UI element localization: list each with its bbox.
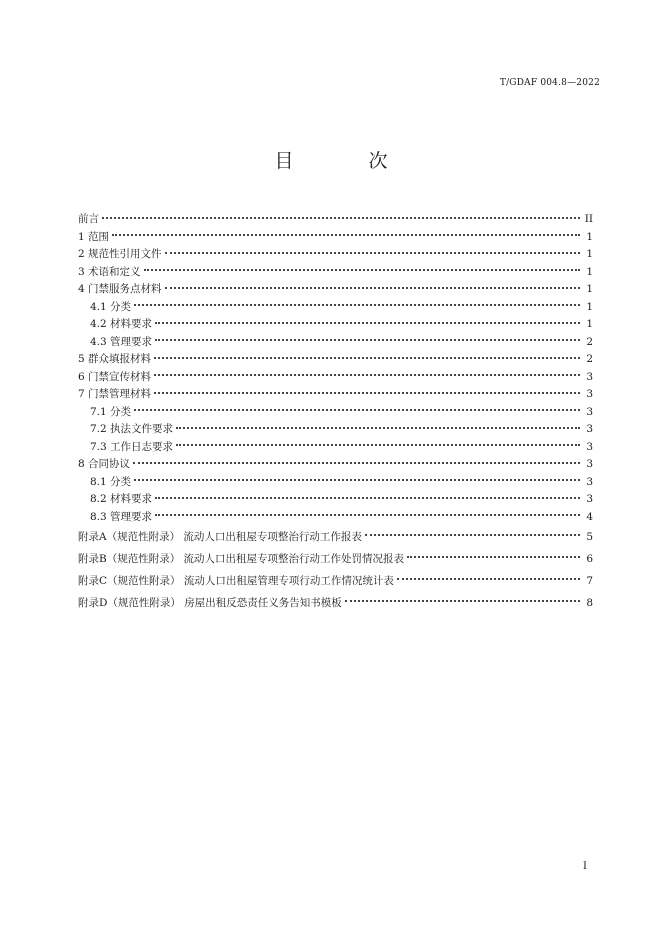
toc-entry-label: 1 范围 <box>78 230 110 243</box>
toc-entry-label: 7.2 执法文件要求 <box>90 423 174 435</box>
toc-entry-label: 4.1 分类 <box>90 300 132 313</box>
toc-entry-label: 附录A（规范性附录） 流动人口出租屋专项整治行动工作报表 <box>78 531 362 543</box>
toc-entry-label: 4 门禁服务点材料 <box>78 283 162 295</box>
toc-entry-label: 附录D（规范性附录） 房屋出租反恐责任义务告知书模板 <box>78 597 342 609</box>
dot-leader <box>154 392 580 394</box>
toc-entry-appendix-a[interactable] <box>78 526 593 548</box>
toc-entry-page: 1 <box>586 230 593 243</box>
dot-leader <box>365 534 580 536</box>
toc-entry-5[interactable] <box>78 351 593 369</box>
toc-entry-4-3[interactable] <box>78 334 593 352</box>
toc-entry-page: 1 <box>586 283 593 295</box>
toc-entry-8-1[interactable] <box>78 474 593 492</box>
dot-leader <box>176 444 580 446</box>
toc-entry-page: 5 <box>586 531 593 543</box>
page-number: I <box>583 861 587 872</box>
toc-entry-appendix-c[interactable] <box>78 570 593 592</box>
dot-leader <box>176 427 580 429</box>
toc-entry-label: 7.1 分类 <box>90 405 132 418</box>
toc-entry-page: 2 <box>586 335 593 348</box>
toc-entry-4[interactable] <box>78 281 593 299</box>
toc-entry-label: 前言 <box>78 213 99 225</box>
toc-entry-page: 3 <box>586 388 593 400</box>
toc-entry-label: 5 群众填报材料 <box>78 353 152 365</box>
dot-leader <box>144 269 580 271</box>
toc-entry-page: 3 <box>586 475 593 488</box>
toc-entry-label: 8.1 分类 <box>90 475 132 488</box>
toc-entry-foreword[interactable] <box>78 211 593 229</box>
dot-leader <box>154 374 580 376</box>
toc-entry-2[interactable] <box>78 246 593 264</box>
toc-entry-appendix-d[interactable] <box>78 592 593 614</box>
toc-entry-4-2[interactable] <box>78 316 593 334</box>
toc-entry-8[interactable] <box>78 456 593 474</box>
dot-leader <box>133 462 580 464</box>
dot-leader <box>134 479 580 481</box>
dot-leader <box>102 217 580 219</box>
toc-entry-page: 8 <box>586 597 593 609</box>
dot-leader <box>112 234 580 236</box>
dot-leader <box>155 339 580 341</box>
toc-entry-page: 2 <box>586 353 593 365</box>
dot-leader <box>165 252 580 254</box>
toc-entry-label: 3 术语和定义 <box>78 265 141 278</box>
toc-entry-page: 1 <box>586 300 593 313</box>
toc-entry-page: 3 <box>586 405 593 418</box>
toc-entry-page: 1 <box>586 265 593 278</box>
dot-leader <box>165 287 580 289</box>
toc-entry-page: 7 <box>586 575 593 587</box>
toc-entry-appendix-b[interactable] <box>78 548 593 570</box>
table-of-contents <box>78 211 593 614</box>
dot-leader <box>407 556 580 558</box>
page-title: 目 次 <box>274 150 416 172</box>
toc-entry-label: 8.2 材料要求 <box>90 493 153 505</box>
dot-leader <box>154 357 580 359</box>
toc-entry-7-2[interactable] <box>78 421 593 439</box>
toc-entry-page: 1 <box>586 248 593 260</box>
dot-leader <box>397 578 580 580</box>
toc-entry-page: II <box>584 213 593 225</box>
toc-entry-7[interactable] <box>78 386 593 404</box>
toc-entry-page: 3 <box>586 458 593 470</box>
toc-entry-page: 3 <box>586 370 593 383</box>
toc-entry-label: 6 门禁宣传材料 <box>78 370 152 383</box>
dot-leader <box>134 304 580 306</box>
toc-entry-label: 2 规范性引用文件 <box>78 248 162 260</box>
dot-leader <box>155 322 580 324</box>
toc-entry-page: 3 <box>586 493 593 505</box>
dot-leader <box>155 514 580 516</box>
toc-entry-label: 4.3 管理要求 <box>90 335 153 348</box>
toc-entry-8-3[interactable] <box>78 509 593 527</box>
toc-entry-4-1[interactable] <box>78 299 593 317</box>
dot-leader <box>345 600 580 602</box>
toc-entry-label: 附录C（规范性附录） 流动人口出租屋管理专项行动工作情况统计表 <box>78 575 394 587</box>
toc-entry-label: 7.3 工作日志要求 <box>90 440 174 453</box>
toc-entry-page: 6 <box>586 553 593 565</box>
toc-entry-7-3[interactable] <box>78 439 593 457</box>
toc-entry-label: 附录B（规范性附录） 流动人口出租屋专项整治行动工作处罚情况报表 <box>78 553 405 565</box>
toc-entry-7-1[interactable] <box>78 404 593 422</box>
toc-entry-label: 8 合同协议 <box>78 458 131 470</box>
dot-leader <box>134 409 580 411</box>
dot-leader <box>155 497 580 499</box>
toc-entry-page: 3 <box>586 440 593 453</box>
toc-entry-page: 4 <box>586 510 593 523</box>
toc-entry-label: 8.3 管理要求 <box>90 510 153 523</box>
toc-entry-3[interactable] <box>78 264 593 282</box>
document-code: T/GDAF 004.8—2022 <box>499 78 600 88</box>
toc-entry-1[interactable] <box>78 229 593 247</box>
toc-entry-8-2[interactable] <box>78 491 593 509</box>
toc-entry-page: 3 <box>586 423 593 435</box>
toc-entry-label: 4.2 材料要求 <box>90 318 153 330</box>
toc-entry-label: 7 门禁管理材料 <box>78 388 152 400</box>
toc-entry-page: 1 <box>586 318 593 330</box>
toc-entry-6[interactable] <box>78 369 593 387</box>
